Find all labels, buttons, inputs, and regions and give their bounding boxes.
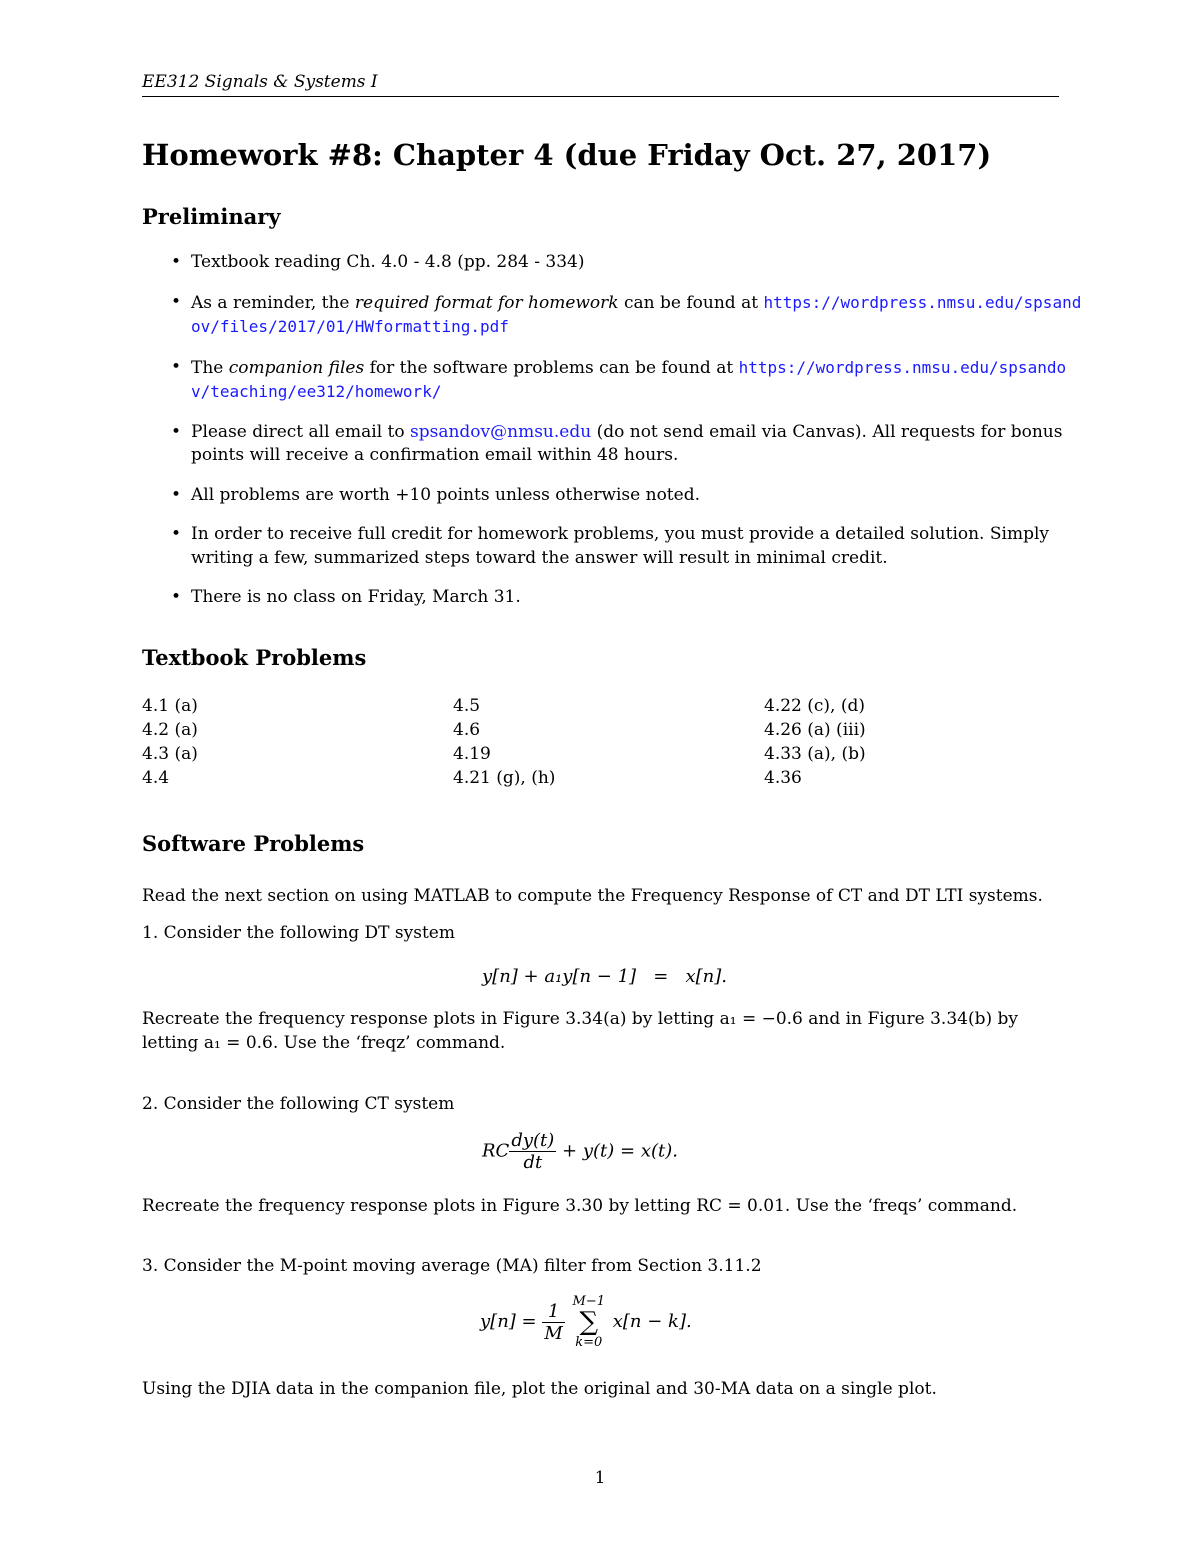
section-heading-software: Software Problems [142, 831, 365, 856]
problem-cell: 4.3 (a) [142, 744, 198, 764]
problem-2-equation: RC $\frac{dy(t)}{dt}$ + y(t) = x(t). [482, 1130, 678, 1173]
problem-3-text: Using the DJIA data in the companion file, plot the original and 30-MA data on a single plot. [142, 1379, 937, 1399]
problem-1-equation: y[n] + a₁y[n − 1] = x[n]. [482, 966, 727, 987]
problem-cell: 4.5 [453, 696, 481, 716]
page-number: 1 [594, 1468, 606, 1488]
list-item: • As a reminder, the required format for homework can be found at https://wordpress.nmsu.edu/spsandov/files/2017/01/HWformatting.pdf [142, 291, 1082, 340]
problem-cell: 4.6 [453, 720, 481, 740]
problem-cell: 4.19 [453, 744, 491, 764]
problem-1-intro: 1. Consider the following DT system [142, 923, 455, 943]
section-heading-preliminary: Preliminary [142, 204, 281, 229]
list-item: • The companion files for the software problems can be found at https://wordpress.nmsu.edu/spsandov/teaching/ee312/homework/ [142, 356, 1082, 405]
companion-files-link[interactable]: https://wordpress.nmsu.edu/spsandov/teaching/ee312/homework/ [191, 357, 1067, 401]
problem-column [764, 694, 866, 790]
section-heading-textbook: Textbook Problems [142, 645, 367, 670]
problem-2-intro: 2. Consider the following CT system [142, 1094, 455, 1114]
problem-cell: 4.36 [764, 768, 802, 788]
format-link[interactable]: https://wordpress.nmsu.edu/spsandov/files/2017/01/HWformatting.pdf [191, 292, 1082, 336]
problem-2-text: Recreate the frequency response plots in Figure 3.30 by letting RC = 0.01. Use the ‘freqs’ command. [142, 1196, 1018, 1216]
page-title: Homework #8: Chapter 4 (due Friday Oct. 27, 2017) [142, 138, 992, 172]
running-header: EE312 Signals & Systems I [142, 72, 1059, 97]
list-item: • All problems are worth +10 points unless otherwise noted. [142, 484, 1082, 508]
problem-cell: 4.21 (g), (h) [453, 768, 556, 788]
problem-cell: 4.26 (a) (iii) [764, 720, 866, 740]
list-item: • In order to receive full credit for homework problems, you must provide a detailed solution. Simply writing a few, summarized steps toward the answer will result in minimal credit. [142, 523, 1082, 570]
problem-3-equation: y[n] = $\frac{1}{M}$ M−1 ∑ k=0 x[n − k]. [480, 1294, 692, 1350]
list-item: • Please direct all email to spsandov@nmsu.edu (do not send email via Canvas). All requests for bonus points will receive a confirmation email within 48 hours. [142, 421, 1082, 468]
software-intro: Read the next section on using MATLAB to compute the Frequency Response of CT and DT LTI systems. [142, 886, 1043, 906]
problem-cell: 4.22 (c), (d) [764, 696, 865, 716]
list-item: • There is no class on Friday, March 31. [142, 586, 1082, 610]
problem-cell: 4.1 (a) [142, 696, 198, 716]
problem-cell: 4.33 (a), (b) [764, 744, 866, 764]
problem-column [453, 694, 555, 790]
problem-cell: 4.2 (a) [142, 720, 198, 740]
problem-3-intro: 3. Consider the M-point moving average (MA) filter from Section 3.11.2 [142, 1256, 762, 1276]
problem-1-text: Recreate the frequency response plots in Figure 3.34(a) by letting a₁ = −0.6 and in Figure 3.34(b) by letting a₁ = 0.6. Use the ‘freqz’ command. [142, 1009, 1018, 1053]
emphasis: companion files [228, 357, 365, 378]
problem-cell: 4.4 [142, 768, 170, 788]
preliminary-list [142, 251, 1082, 626]
list-item: • Textbook reading Ch. 4.0 - 4.8 (pp. 284 - 334) [142, 251, 1082, 275]
email-link[interactable]: spsandov@nmsu.edu [410, 421, 592, 442]
problem-column [142, 694, 198, 790]
emphasis: required format for homework [354, 292, 619, 313]
